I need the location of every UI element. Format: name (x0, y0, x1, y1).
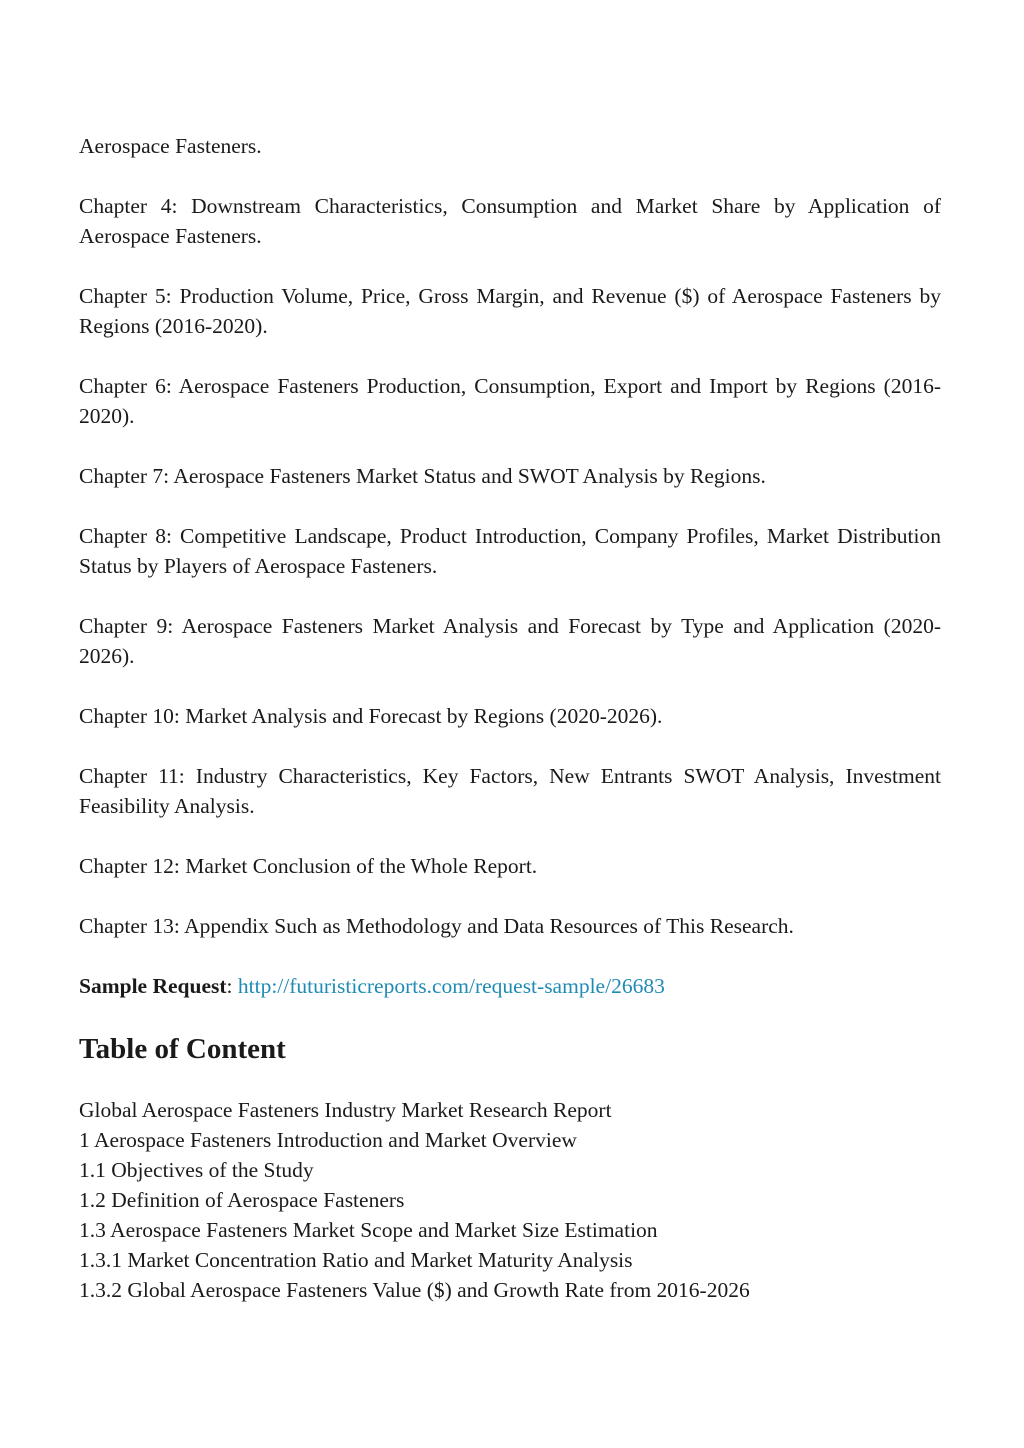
sample-request-line (79, 971, 941, 1001)
paragraph-chapter-8: Chapter 8: Competitive Landscape, Product Introduction, Company Profiles, Market Distribution Status by Players of Aerospace Fasteners. (79, 524, 941, 578)
toc-item: 1.3 Aerospace Fasteners Market Scope and Market Size Estimation (79, 1218, 658, 1242)
sample-request-link[interactable]: http://futuristicreports.com/request-sample/26683 (237, 974, 665, 998)
sample-request-label: Sample Request (79, 974, 227, 998)
paragraph-chapter-9: Chapter 9: Aerospace Fasteners Market Analysis and Forecast by Type and Application (2020-2026). (79, 614, 941, 668)
paragraph-chapter-4: Chapter 4: Downstream Characteristics, Consumption and Market Share by Application of Aerospace Fasteners. (79, 194, 941, 248)
paragraph-chapter-12: Chapter 12: Market Conclusion of the Whole Report. (79, 854, 538, 878)
toc-item: 1.1 Objectives of the Study (79, 1158, 314, 1182)
toc-item: 1.3.1 Market Concentration Ratio and Market Maturity Analysis (79, 1248, 633, 1272)
paragraph-chapter-13: Chapter 13: Appendix Such as Methodology and Data Resources of This Research. (79, 914, 794, 938)
toc-item: Global Aerospace Fasteners Industry Market Research Report (79, 1098, 612, 1122)
toc-item: 1.2 Definition of Aerospace Fasteners (79, 1188, 405, 1212)
toc-list (79, 1095, 941, 1305)
paragraph-chapter-6: Chapter 6: Aerospace Fasteners Production, Consumption, Export and Import by Regions (2016-2020). (79, 374, 941, 428)
sample-request-separator: : (226, 974, 238, 998)
paragraph-chapter-11: Chapter 11: Industry Characteristics, Key Factors, New Entrants SWOT Analysis, Investment Feasibility Analysis. (79, 764, 941, 818)
toc-item: 1 Aerospace Fasteners Introduction and Market Overview (79, 1128, 577, 1152)
document-page (79, 131, 941, 1305)
paragraph-chapter-7: Chapter 7: Aerospace Fasteners Market Status and SWOT Analysis by Regions. (79, 464, 766, 488)
toc-heading: Table of Content (79, 1033, 286, 1065)
paragraph-intro-tail: Aerospace Fasteners. (79, 134, 262, 158)
paragraph-chapter-5: Chapter 5: Production Volume, Price, Gross Margin, and Revenue ($) of Aerospace Fasteners by Regions (2016-2020). (79, 284, 941, 338)
paragraph-chapter-10: Chapter 10: Market Analysis and Forecast by Regions (2020-2026). (79, 704, 663, 728)
toc-item: 1.3.2 Global Aerospace Fasteners Value ($) and Growth Rate from 2016-2026 (79, 1278, 750, 1302)
